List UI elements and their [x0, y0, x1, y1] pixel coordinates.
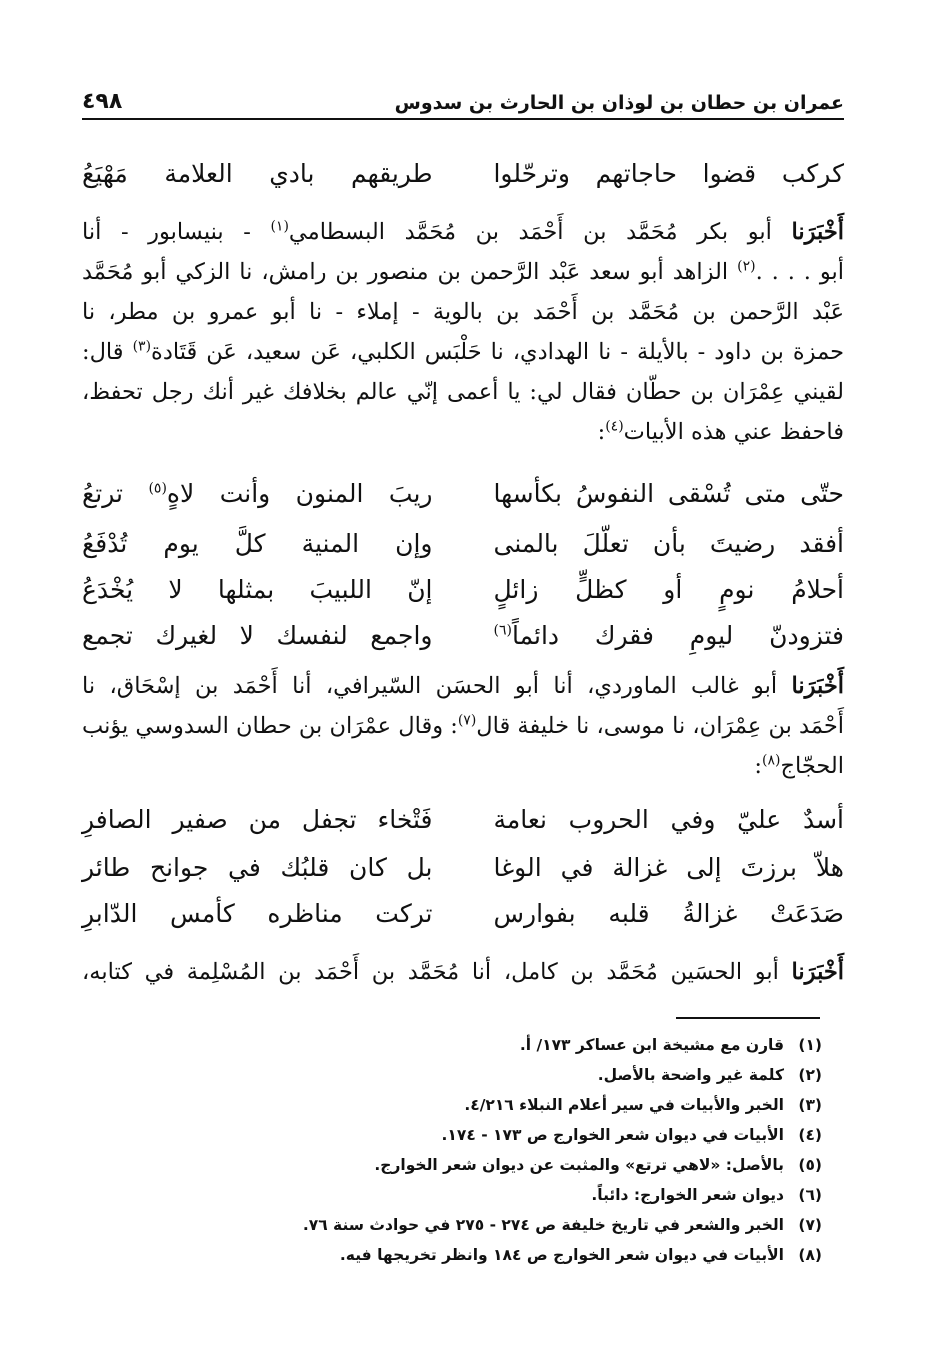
verse-line — [82, 570, 844, 610]
footnote-item — [102, 1210, 822, 1240]
narration-paragraph — [82, 952, 844, 992]
verse-right-hemistich: كركب قضوا حاجاتهم وترحّلوا — [493, 159, 844, 188]
verse-right-hemistich: صَدَعَتْ غزالةُ قلبه بفوارس — [493, 899, 844, 928]
page-header — [82, 78, 844, 114]
footnote-number: (٨) — [798, 1246, 822, 1264]
verse-line — [82, 524, 844, 564]
footnote-ref: (١) — [270, 218, 289, 235]
footnote-text: الأبيات في ديوان شعر الخوارج ص ١٨٤ وانظر تخريجها فيه. — [339, 1246, 784, 1264]
paragraph-line: أبو . . . .$^{(٢)}$ الزاهد أبو سعد عَبْد الرَّحمن بن منصور بن رامش، نا الزكي أبو مُحَمَّد — [82, 258, 845, 285]
verse-right-hemistich: فتزودنّ ليومِ فقرك دائماً$^{(٦)}$ — [493, 621, 844, 650]
verse-left-hemistich: واجمع لنفسك لا لغيرك تجمع — [82, 621, 433, 650]
footnote-text: الخبر والأبيات في سير أعلام النبلاء ٤/٢١٦. — [464, 1096, 784, 1114]
footnote-ref: (٥) — [148, 480, 167, 497]
paragraph-line: أَخْبَرَنا أبو بكر مُحَمَّد بن أَحْمَد بن مُحَمَّد البسطامي$^{(١)}$ - بنيسابور - أنا — [82, 218, 844, 245]
paragraph-line: حمزة بن داود - بالأيلة - نا الهدادي، نا حَلْبَس الكلبي، عَن سعيد، عَن قَتَادة$^{(٣)}$ قال: — [82, 338, 844, 365]
verse-left-hemistich: طريقهم بادي العلامة مَهْيَعُ — [82, 159, 433, 188]
verse-left-hemistich: وإن المنية كلَّ يوم تُدْفَعُ — [82, 529, 433, 558]
paragraph-line: أَحْمَد بن عِمْرَان، نا موسى، نا خليفة قال$^{(٧)}$: وقال عمْرَان بن حطان السدوسي يؤنب — [82, 712, 844, 739]
footnote-item — [102, 1060, 822, 1090]
verse-left-hemistich: بل كان قلبُك في جوانح طائر — [82, 853, 433, 882]
footnote-ref: (٨) — [761, 752, 781, 769]
footnote-ref: (٢) — [737, 258, 756, 275]
footnotes-list — [102, 1030, 822, 1270]
narration-paragraph — [82, 666, 844, 786]
footnote-ref: (٧) — [457, 712, 477, 729]
footnote-ref: (٣) — [132, 338, 152, 355]
running-title: عمران بن حطان بن لوذان بن الحارث بن سدوس — [394, 92, 844, 114]
paragraph-line: أَخْبَرَنا أبو الحسَين مُحَمَّد بن كامل، أنا مُحَمَّد بن أَحْمَد بن المُسْلِمة في كتابه، — [82, 959, 845, 985]
verse-line — [82, 848, 844, 888]
footnote-text: بالأصل: «لاهي ترتع» والمثبت عن ديوان شعر الخوارج. — [374, 1156, 784, 1174]
footnote-item — [102, 1090, 822, 1120]
footnote-text: ديوان شعر الخوارج: دائباً. — [591, 1186, 784, 1204]
verse-left-hemistich: فَتْخاء تجفل من صفير الصافرِ — [82, 805, 433, 834]
paragraph-line: فاحفظ عني هذه الأبيات$^{(٤)}$: — [597, 418, 844, 445]
akhbarana-keyword: أَخْبَرَنا — [791, 219, 844, 245]
footnote-item — [102, 1120, 822, 1150]
verse-right-hemistich: أسدٌ عليّ وفي الحروب نعامة — [493, 805, 844, 834]
paragraph-line: أَخْبَرَنا أبو غالب الماوردي، أنا أبو الحسَن السّيرافي، أنا أَحْمَد بن إسْحَاق، نا — [82, 673, 844, 699]
verse-line — [82, 474, 844, 514]
footnote-number: (١) — [798, 1036, 822, 1054]
footnote-number: (٥) — [798, 1156, 822, 1174]
verse-right-hemistich: أحلامُ نومٍ أو كظلٍّ زائلٍ — [493, 575, 844, 604]
verse-left-hemistich: إنّ اللبيبَ بمثلها لا يُخْدَعُ — [82, 575, 433, 604]
footnote-text: قارن مع مشيخة ابن عساكر ١٧٣/ أ. — [519, 1036, 784, 1054]
verse-left-hemistich: تركت مناظره كأمس الدّابرِ — [82, 899, 433, 928]
footnote-number: (٧) — [798, 1216, 822, 1234]
footnote-item — [102, 1240, 822, 1270]
verse-right-hemistich: حتّى متى تُسْقى النفوسُ بكأسها — [493, 479, 844, 508]
verse-line — [82, 616, 844, 656]
verse-left-hemistich: ريبَ المنون وأنت لاهٍ$^{(٥)}$ ترتعُ — [82, 479, 433, 508]
paragraph-line: عَبْد الرَّحمن بن مُحَمَّد بن أَحْمَد بن بالوية - إملاء - نا أبو عمرو بن مطر، نا — [82, 299, 844, 325]
verse-line — [82, 154, 844, 194]
paragraph-line: لقيني عِمْرَان بن حطّان فقال لي: يا أعمى إنّي عالم بخلافك غير أنك رجل تحفظ، — [82, 379, 844, 405]
footnote-item — [102, 1180, 822, 1210]
footnote-text: كلمة غير واضحة بالأصل. — [597, 1066, 784, 1084]
akhbarana-keyword: أَخْبَرَنا — [791, 673, 844, 699]
footnote-number: (٤) — [798, 1126, 822, 1144]
narration-paragraph — [82, 212, 844, 452]
paragraph-line: الحجّاج$^{(٨)}$: — [754, 752, 844, 779]
verse-right-hemistich: أفقد رضيتَ بأن تعلّلَ بالمنى — [493, 529, 844, 558]
header-rule — [82, 118, 844, 120]
verse-right-hemistich: هلاّ برزتَ إلى غزالة في الوغا — [493, 853, 844, 882]
verse-line — [82, 800, 844, 840]
footnote-number: (٣) — [798, 1096, 822, 1114]
page-number: ٤٩٨ — [82, 89, 123, 114]
footnote-text: الخبر والشعر في تاريخ خليفة ص ٢٧٤ - ٢٧٥ في حوادث سنة ٧٦. — [302, 1216, 784, 1234]
footnote-number: (٢) — [798, 1066, 822, 1084]
footnote-number: (٦) — [798, 1186, 822, 1204]
footnote-ref: (٤) — [605, 418, 624, 435]
footnote-ref: (٦) — [493, 622, 512, 639]
footnote-text: الأبيات في ديوان شعر الخوارج ص ١٧٣ - ١٧٤. — [441, 1126, 784, 1144]
akhbarana-keyword: أَخْبَرَنا — [791, 959, 845, 985]
footnote-separator — [676, 1017, 820, 1019]
verse-line — [82, 894, 844, 934]
footnote-item — [102, 1150, 822, 1180]
footnote-item — [102, 1030, 822, 1060]
